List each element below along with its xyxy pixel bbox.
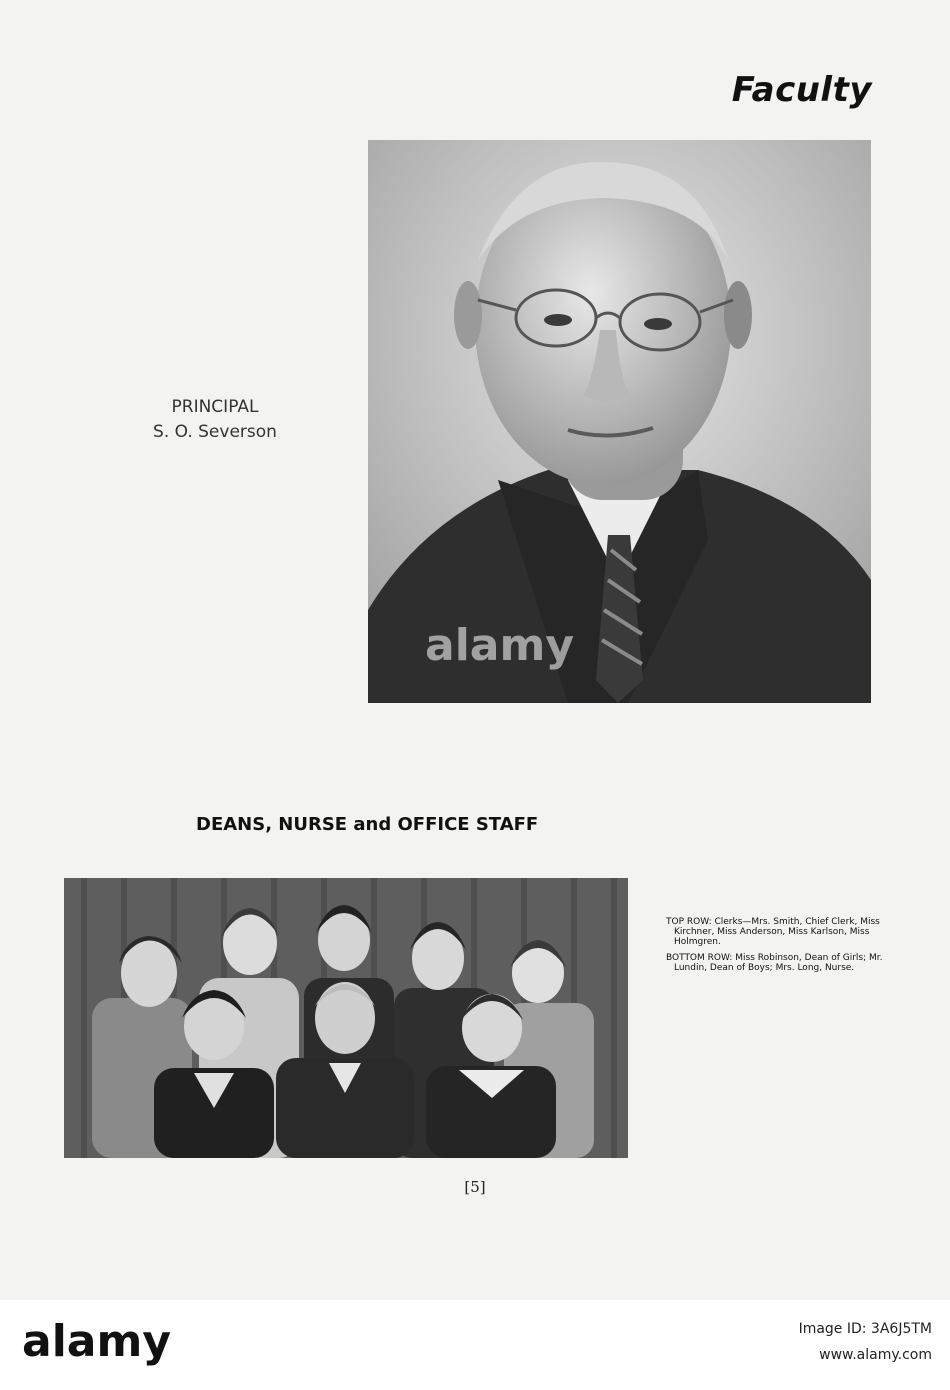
- staff-group-photo: [64, 878, 628, 1158]
- staff-section-heading: DEANS, NURSE and OFFICE STAFF: [196, 814, 539, 835]
- staff-caption: [666, 917, 886, 979]
- bottom-row-people: [154, 982, 556, 1158]
- staff-caption-top-row: TOP ROW: Clerks—Mrs. Smith, Chief Clerk, Miss Kirchner, Miss Anderson, Miss Karlson, Miss Holmgren.: [666, 917, 880, 947]
- stock-footer: [0, 1300, 950, 1390]
- page-number: [5]: [464, 1178, 486, 1196]
- alamy-logo: alamy: [22, 1316, 171, 1367]
- principal-caption: [130, 395, 300, 445]
- footer-info: [799, 1316, 932, 1368]
- principal-portrait-illustration: [368, 140, 871, 703]
- principal-portrait-photo: [368, 140, 871, 703]
- site-url: www.alamy.com: [819, 1347, 932, 1363]
- principal-role: PRINCIPAL: [171, 397, 259, 417]
- staff-group-illustration: [64, 878, 628, 1158]
- principal-name: S. O. Severson: [153, 422, 277, 442]
- image-id-label: Image ID: 3A6J5TM: [798, 1321, 932, 1337]
- page-title: Faculty: [731, 70, 872, 110]
- staff-caption-bottom-row: BOTTOM ROW: Miss Robinson, Dean of Girls; Mr. Lundin, Dean of Boys; Mrs. Long, Nurse.: [666, 953, 883, 973]
- watermark: alamy: [425, 620, 574, 671]
